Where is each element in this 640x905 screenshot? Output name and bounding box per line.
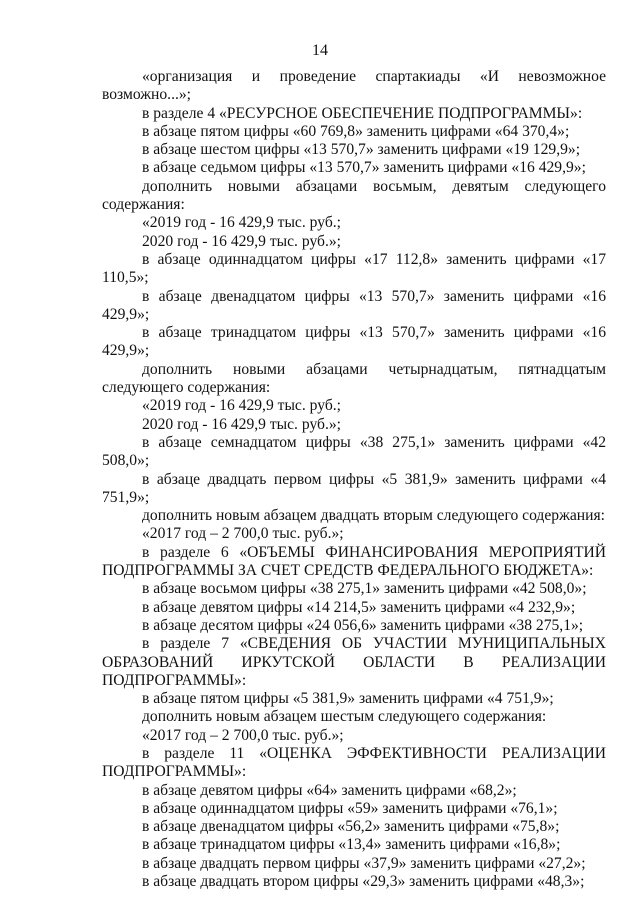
paragraph: 2020 год - 16 429,9 тыс. руб.»; xyxy=(142,232,341,250)
paragraph: в разделе 11 «ОЦЕНКА ЭФФЕКТИВНОСТИ РЕАЛИЗАЦИИ ПОДПРОГРАММЫ»: xyxy=(102,744,606,781)
paragraph: дополнить новым абзацем шестым следующего содержания: xyxy=(142,708,547,726)
paragraph: в разделе 4 «РЕСУРСНОЕ ОБЕСПЕЧЕНИЕ ПОДПРОГРАММЫ»: xyxy=(142,104,583,122)
paragraph: в абзаце девятом цифры «64» заменить цифрами «68,2»; xyxy=(142,781,517,799)
document-body xyxy=(102,68,606,891)
paragraph: в абзаце восьмом цифры «38 275,1» заменить цифрами «42 508,0»; xyxy=(142,580,587,598)
paragraph: в абзаце седьмом цифры «13 570,7» заменить цифрами «16 429,9»; xyxy=(142,159,586,177)
paragraph: в абзаце двенадцатом цифры «56,2» заменить цифрами «75,8»; xyxy=(142,818,560,836)
paragraph: в абзаце тринадцатом цифры «13 570,7» заменить цифрами «16 429,9»; xyxy=(102,324,606,360)
paragraph: в абзаце двенадцатом цифры «13 570,7» заменить цифрами «16 429,9»; xyxy=(102,287,606,323)
paragraph: дополнить новыми абзацами четырнадцатым, пятнадцатым следующего содержания: xyxy=(102,360,606,397)
paragraph: в абзаце одиннадцатом цифры «17 112,8» заменить цифрами «17 110,5»; xyxy=(102,250,606,287)
paragraph: «2019 год - 16 429,9 тыс. руб.; xyxy=(142,397,341,415)
paragraph: в абзаце девятом цифры «14 214,5» заменить цифрами «4 232,9»; xyxy=(142,598,576,616)
paragraph: «организация и проведение спартакиады «И невозможное возможно...»; xyxy=(102,68,606,104)
paragraph: 2020 год - 16 429,9 тыс. руб.»; xyxy=(142,415,341,433)
paragraph: в абзаце тринадцатом цифры «13,4» заменить цифрами «16,8»; xyxy=(142,836,561,854)
paragraph: в абзаце пятом цифры «5 381,9» заменить цифрами «4 751,9»; xyxy=(142,690,554,708)
paragraph: «2019 год - 16 429,9 тыс. руб.; xyxy=(142,214,341,232)
paragraph: в абзаце десятом цифры «24 056,6» заменить цифрами «38 275,1»; xyxy=(142,616,584,634)
paragraph: в абзаце двадцать первом цифры «5 381,9» заменить цифрами «4 751,9»; xyxy=(102,470,606,506)
paragraph: дополнить новыми абзацами восьмым, девятым следующего содержания: xyxy=(102,177,606,214)
paragraph: в абзаце пятом цифры «60 769,8» заменить цифрами «64 370,4»; xyxy=(142,122,570,140)
paragraph: в абзаце одиннадцатом цифры «59» заменить цифрами «76,1»; xyxy=(142,799,558,817)
paragraph: в разделе 7 «СВЕДЕНИЯ ОБ УЧАСТИИ МУНИЦИПАЛЬНЫХ ОБРАЗОВАНИЙ ИРКУТСКОЙ ОБЛАСТИ В РЕАЛИЗАЦИИ ПОДПРОГРАММЫ»: xyxy=(102,635,606,689)
paragraph: в абзаце семнадцатом цифры «38 275,1» заменить цифрами «42 508,0»; xyxy=(102,433,606,470)
paragraph: в абзаце шестом цифры «13 570,7» заменить цифрами «19 129,9»; xyxy=(142,141,581,159)
paragraph: в абзаце двадцать первом цифры «37,9» заменить цифрами «27,2»; xyxy=(142,854,586,872)
paragraph: в разделе 6 «ОБЪЕМЫ ФИНАНСИРОВАНИЯ МЕРОПРИЯТИЙ ПОДПРОГРАММЫ ЗА СЧЕТ СРЕДСТВ ФЕДЕРАЛЬНОГО БЮДЖЕТА»: xyxy=(102,543,606,580)
paragraph: «2017 год – 2 700,0 тыс. руб.»; xyxy=(142,525,344,543)
paragraph: в абзаце двадцать втором цифры «29,3» заменить цифрами «48,3»; xyxy=(142,873,585,891)
page-number: 14 xyxy=(312,42,328,59)
paragraph: «2017 год – 2 700,0 тыс. руб.»; xyxy=(142,726,344,744)
paragraph: дополнить новым абзацем двадцать вторым следующего содержания: xyxy=(142,507,605,525)
